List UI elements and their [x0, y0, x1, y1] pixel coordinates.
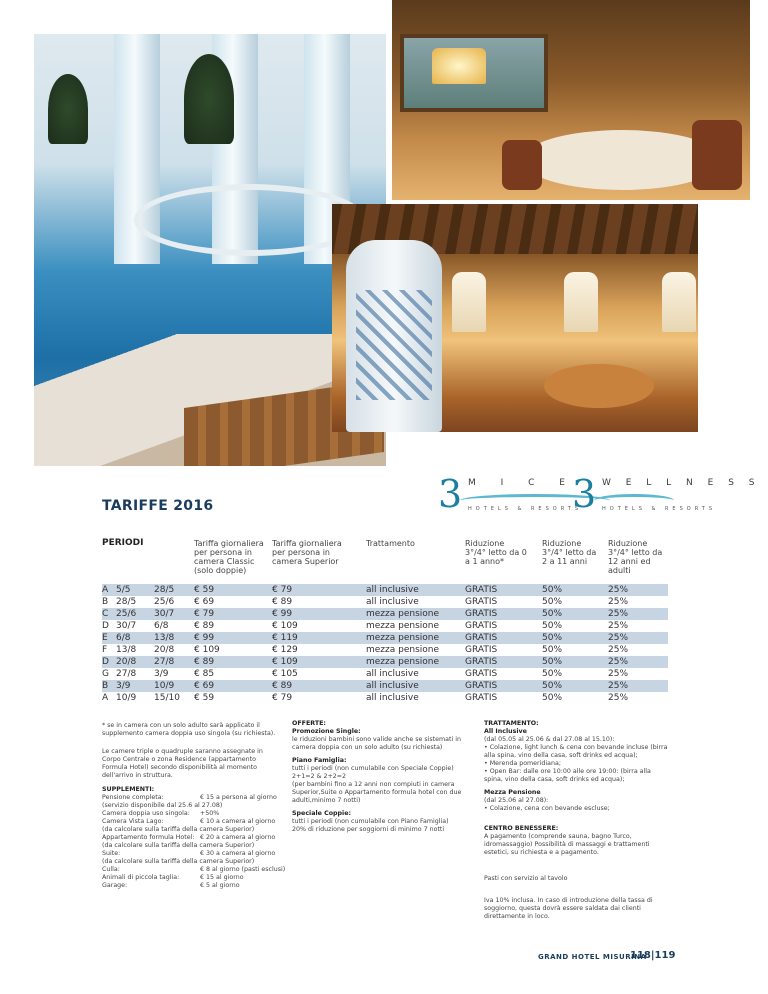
mezza-pensione-title: Mezza Pensione	[484, 789, 541, 796]
table-row: D 20/8 27/8 € 89 € 109 mezza pensione GRATIS 50% 25%	[102, 656, 668, 668]
table-row: G 27/8 3/9 € 85 € 105 all inclusive GRATIS 50% 25%	[102, 669, 629, 679]
table-row: D 30/7 6/8 € 89 € 109 mezza pensione GRATIS 50% 25%	[102, 621, 629, 631]
supplementi-block: SUPPLEMENTI: Pensione completa: € 15 a persona al giorno (servizio disponibile dal 25.6 al 27.08) Camera doppia uso singola: +50% Camera Vista Lago: € 10 a camera al giorno (da calcolare sulla tariffa della camera Superior) Appartamento formula Hotel: € 20 a camera al giorno (da calcolare sulla tariffa della camera Superior) Suite: € 30 a camera al giorno (da calcolare sulla tariffa della camera Superior) Culla: € 8 al giorno (pasti esclusi) Animali di piccola taglia: € 15 al giorno Garage: € 5 al giorno	[102, 786, 288, 890]
speciale-coppie-text1: tutti i periodi (non cumulabile con Piano Famiglia)	[292, 818, 449, 825]
offerte-block	[292, 720, 472, 834]
note-singola: * se in camera con un solo adulto sarà applicato il supplemento camera doppia uso singola (su richiesta).	[102, 722, 276, 737]
trattamento-heading: TRATTAMENTO:	[484, 720, 539, 727]
centro-benessere-title: CENTRO BENESSERE:	[484, 825, 559, 832]
pasti-note: Pasti con servizio al tavolo	[484, 875, 568, 882]
iva-note: Iva 10% inclusa. In caso di introduzione della tassa di soggiorno, questa dovrà essere saldata dai clienti direttamente in loco.	[484, 897, 653, 920]
table-row: A 5/5 28/5 € 59 € 79 all inclusive GRATIS 50% 25%	[102, 584, 668, 596]
table-row: B 3/9 10/9 € 69 € 89 all inclusive GRATIS 50% 25%	[102, 680, 668, 692]
offerte-heading: OFFERTE:	[292, 720, 326, 727]
speciale-coppie-title: Speciale Coppie:	[292, 810, 351, 817]
footer-hotel-name: GRAND HOTEL MISURINA	[538, 953, 647, 961]
note-camere-triple: Le camere triple o quadruple saranno assegnate in Corpo Centrale o zona Residence (appartamento Formula Hotel) secondo disponibilità al momento dell'arrivo in struttura.	[102, 748, 263, 779]
mezza-pensione-item: • Colazione, cena con bevande escluse;	[484, 805, 610, 812]
stube-photo	[332, 204, 698, 432]
header-periodi: PERIODI	[102, 538, 144, 548]
table-row: B 28/5 25/6 € 69 € 89 all inclusive GRATIS 50% 25%	[102, 597, 629, 607]
header-riduzione-0-1: Riduzione 3°/4° letto da 0 a 1 anno*	[465, 539, 527, 566]
table-row: F 13/8 20/8 € 109 € 129 mezza pensione GRATIS 50% 25%	[102, 645, 629, 655]
page-title: TARIFFE 2016	[102, 498, 214, 514]
wellness-logo: 3 W E L L N E S S HOTELS & RESORTS	[572, 472, 761, 516]
all-inclusive-item: • Colazione, light lunch & cena con bevande incluse (birra alla spina, vino della casa, soft drinks ed acqua);	[484, 744, 668, 759]
header-trattamento: Trattamento	[366, 539, 415, 548]
header-riduzione-2-11: Riduzione 3°/4° letto da 2 a 11 anni	[542, 539, 597, 566]
speciale-coppie-text2: 20% di riduzione per soggiorni di minimo 7 notti	[292, 826, 445, 833]
header-superior: Tariffa giornaliera per persona in camera Superior	[272, 539, 342, 566]
promozione-single-title: Promozione Single:	[292, 728, 361, 735]
all-inclusive-item: • Open Bar: dalle ore 10:00 alle ore 19:00: (birra alla spina, vino della casa, soft drinks ed acqua);	[484, 768, 651, 783]
header-riduzione-12: Riduzione 3°/4° letto da 12 anni ed adulti	[608, 539, 663, 575]
restaurant-photo	[392, 0, 750, 200]
piano-famiglia-text1: tutti i periodi (non cumulabile con Speciale Coppie)	[292, 765, 454, 772]
table-row: E 6/8 13/8 € 99 € 119 mezza pensione GRATIS 50% 25%	[102, 632, 668, 644]
piano-famiglia-text2: 2+1=2 & 2+2=2	[292, 773, 347, 780]
all-inclusive-item: • Merenda pomeridiana;	[484, 760, 561, 767]
centro-benessere-text: A pagamento (comprende sauna, bagno Turco, idromassaggio) Possibilità di massaggi e trattamenti estetici, su richiesta e a pagamento.	[484, 833, 650, 856]
piano-famiglia-title: Piano Famiglia:	[292, 757, 347, 764]
trattamento-block	[484, 720, 668, 921]
footer-page-numbers: 118|119	[630, 950, 676, 961]
mezza-pensione-dates: (dal 25.06 al 27.08):	[484, 797, 549, 804]
mice-logo: 3 M I C E HOTELS & RESORTS	[438, 474, 558, 518]
piano-famiglia-text3: (per bambini fino a 12 anni non compiuti in camera Superior,Suite o Appartamento formula hotel con due adulti,minimo 7 notti)	[292, 781, 462, 804]
all-inclusive-title: All Inclusive	[484, 728, 527, 735]
table-row: C 25/6 30/7 € 79 € 99 mezza pensione GRATIS 50% 25%	[102, 608, 668, 620]
supplementi-heading: SUPPLEMENTI:	[102, 786, 155, 793]
all-inclusive-dates: (dal 05.05 al 25.06 & dal 27.08 al 15.10):	[484, 736, 615, 743]
table-row: A 10/9 15/10 € 59 € 79 all inclusive GRATIS 50% 25%	[102, 693, 629, 703]
promozione-single-text: le riduzioni bambini sono valide anche se sistemati in camera doppia con un solo adulto (su richiesta)	[292, 736, 461, 751]
header-classic: Tariffa giornaliera per persona in camera Classic (solo doppie)	[194, 539, 264, 575]
